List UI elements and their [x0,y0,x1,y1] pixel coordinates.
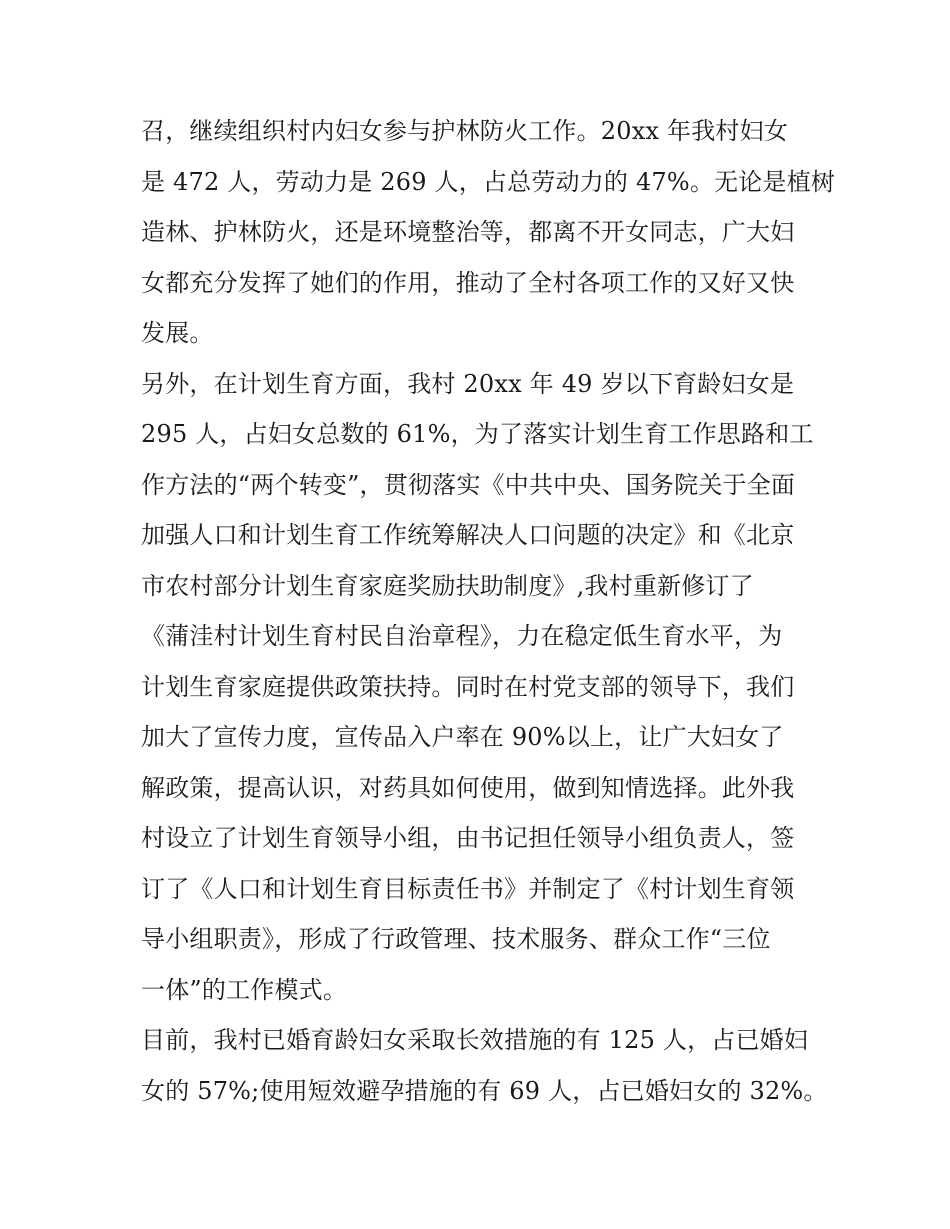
text-line: 召，继续组织村内妇女参与护林防火工作。20xx 年我村妇女 [141,117,789,145]
body-text [141,106,836,1116]
text-line: 目前，我村已婚育龄妇女采取长效措施的有 125 人，占已婚妇 [141,1026,809,1054]
text-line: 村设立了计划生育领导小组，由书记担任领导小组负责人，签 [141,824,795,852]
text-line: 导小组职责》，形成了行政管理、技术服务、群众工作“三位 [141,925,771,953]
text-line: 市农村部分计划生育家庭奖励扶助制度》,我村重新修订了 [141,571,754,600]
text-line: 女的 57%;使用短效避孕措施的有 69 人，占已婚妇女的 32%。 [141,1076,828,1105]
text-line: 造林、护林防火，还是环境整治等，都离不开女同志，广大妇 [141,218,795,246]
text-line: 计划生育家庭提供政策扶持。同时在村党支部的领导下，我们 [141,672,795,701]
text-line: 女都充分发挥了她们的作用，推动了全村各项工作的又好又快 [141,268,795,297]
text-line: 加大了宣传力度，宣传品入户率在 90%以上，让广大妇女了 [141,723,784,751]
text-line: 另外，在计划生育方面，我村 20xx 年 49 岁以下育龄妇女是 [141,369,795,398]
text-line: 订了《人口和计划生育目标责任书》并制定了《村计划生育领 [141,874,795,903]
text-line: 作方法的“两个转变”，贯彻落实《中共中央、国务院关于全面 [141,470,796,499]
text-line: 解政策，提高认识，对药具如何使用，做到知情选择。此外我 [141,773,795,802]
text-line: 《蒲洼村计划生育村民自治章程》，力在稳定低生育水平，为 [141,622,783,650]
text-line: 295 人，占妇女总数的 61%，为了落实计划生育工作思路和工 [141,420,814,448]
text-line: 加强人口和计划生育工作统筹解决人口问题的决定》和《北京 [141,521,795,549]
text-line: 是 472 人，劳动力是 269 人，占总劳动力的 47%。无论是植树 [141,167,836,196]
text-line: 发展。 [141,319,214,347]
text-line: 一体”的工作模式。 [141,975,348,1004]
